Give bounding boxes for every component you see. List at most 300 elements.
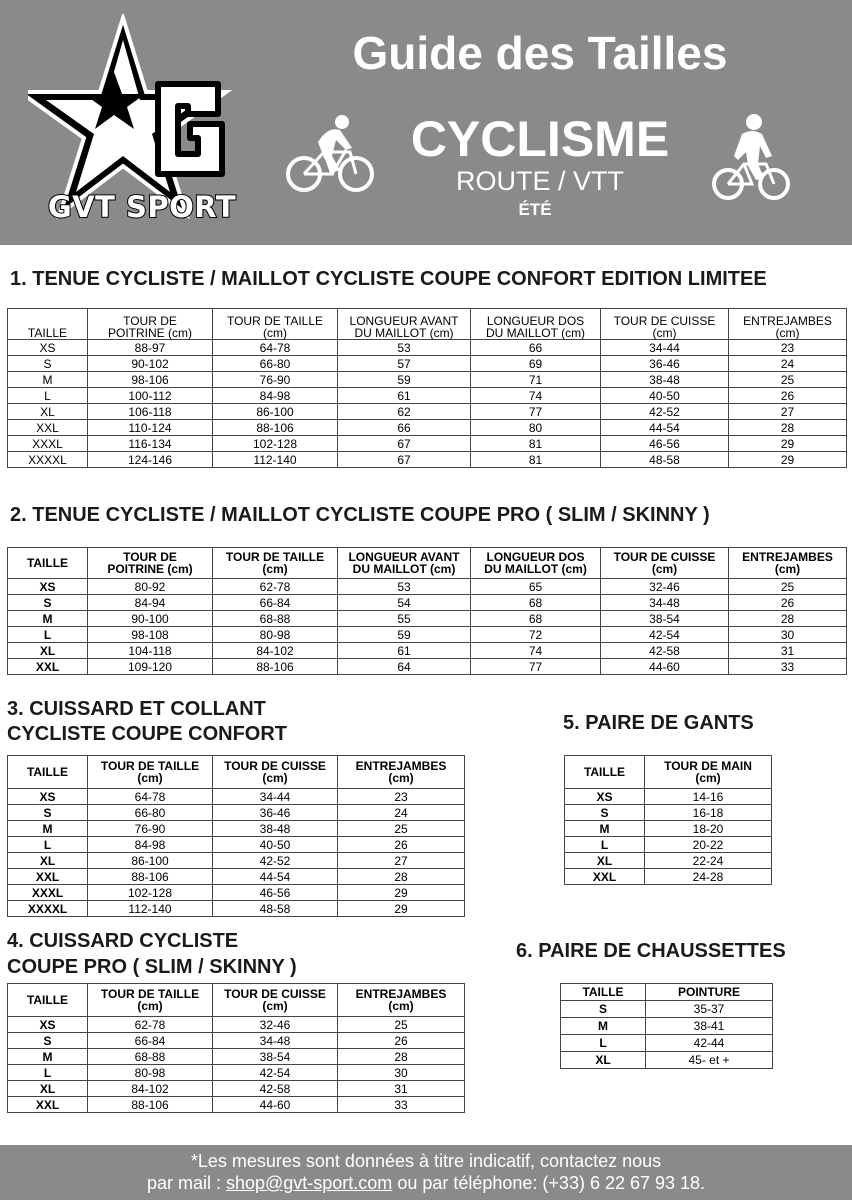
size-cell: S [8,805,88,821]
size-cell: S [561,1001,646,1018]
measure-cell: 59 [338,627,471,643]
column-header-text: (cm) [137,999,163,1013]
measure-cell: 23 [338,789,465,805]
size-cell: L [565,837,645,853]
column-header-text: LONGUEUR AVANT [348,550,460,564]
measure-cell: 45- et + [646,1052,773,1069]
size-cell: S [565,805,645,821]
measure-cell: 61 [338,643,471,659]
measure-cell: 42-52 [601,404,729,420]
measure-cell: 28 [338,869,465,885]
measure-cell: 81 [471,452,601,468]
header-banner [0,0,852,245]
size-cell: XS [565,789,645,805]
measure-cell: 29 [729,436,847,452]
measure-cell: 74 [471,643,601,659]
column-header-text: (cm) [262,562,288,576]
column-header-text: ENTREJAMBES [355,759,447,773]
table-row [8,372,847,388]
measure-cell: 18-20 [645,821,772,837]
measure-cell: 54 [338,595,471,611]
column-header [338,548,471,579]
column-header-text: (cm) [651,562,678,576]
measure-cell: 31 [729,643,847,659]
table-header-row [8,984,465,1017]
measure-cell: 59 [338,372,471,388]
table-row [8,611,847,627]
table-row [8,885,465,901]
table-row [8,436,847,452]
column-header-text: TOUR DE TAILLE [226,314,324,328]
size-table-2 [7,547,847,675]
measure-cell: 55 [338,611,471,627]
footer-contact-prefix: par mail : [146,1173,226,1193]
measure-cell: 38-48 [213,821,338,837]
column-header [471,309,601,340]
column-header-text: TOUR DE TAILLE [100,759,200,773]
column-header [88,984,213,1017]
measure-cell: 76-90 [213,372,338,388]
column-header [338,756,465,789]
measure-cell: 88-106 [213,420,338,436]
measure-cell: 53 [338,340,471,356]
column-header-text: POINTURE [677,985,740,999]
measure-cell: 88-106 [88,1097,213,1113]
sport-title: CYCLISME [410,111,670,167]
measure-cell: 26 [729,388,847,404]
column-header-text: (cm) [262,771,288,785]
sport-category: ROUTE / VTT [456,166,624,196]
measure-cell: 84-102 [213,643,338,659]
footer-banner [0,1145,852,1200]
table-row [8,1017,465,1033]
measure-cell: 36-46 [601,356,729,372]
table-row [561,1001,773,1018]
measure-cell: 68 [471,611,601,627]
measure-cell: 48-58 [601,452,729,468]
size-cell: L [8,388,88,404]
measure-cell: 61 [338,388,471,404]
measure-cell: 98-108 [88,627,213,643]
size-cell: XL [561,1052,646,1069]
measure-cell: 23 [729,340,847,356]
table-header-row [561,984,773,1001]
measure-cell: 80 [471,420,601,436]
column-header [213,548,338,579]
measure-cell: 110-124 [88,420,213,436]
column-header [88,756,213,789]
measure-cell: 26 [729,595,847,611]
size-cell: L [8,627,88,643]
column-header-text: TOUR DE [123,314,177,328]
table-row [8,404,847,420]
size-table-6 [560,983,773,1069]
table-row [8,1097,465,1113]
column-header [561,984,646,1001]
size-cell: XL [8,404,88,420]
measure-cell: 32-46 [213,1017,338,1033]
measure-cell: 44-54 [213,869,338,885]
measure-cell: 64-78 [88,789,213,805]
measure-cell: 31 [338,1081,465,1097]
table-row [8,853,465,869]
section-5-title: 5. PAIRE DE GANTS [563,712,754,734]
measure-cell: 30 [729,627,847,643]
size-cell: L [561,1035,646,1052]
measure-cell: 24 [729,356,847,372]
measure-cell: 84-102 [88,1081,213,1097]
measure-cell: 25 [729,372,847,388]
measure-cell: 69 [471,356,601,372]
measure-cell: 38-54 [601,611,729,627]
column-header-text: (cm) [263,326,287,340]
table-header-row [8,309,847,340]
section-4-title-line1: 4. CUISSARD CYCLISTE [7,930,239,952]
column-header [601,309,729,340]
size-cell: XL [8,853,88,869]
column-header-text: (cm) [137,771,163,785]
measure-cell: 42-58 [213,1081,338,1097]
measure-cell: 53 [338,579,471,595]
column-header [729,309,847,340]
size-cell: M [561,1018,646,1035]
measure-cell: 80-98 [88,1065,213,1081]
measure-cell: 24-28 [645,869,772,885]
measure-cell: 48-58 [213,901,338,917]
column-header-text: (cm) [695,771,721,785]
column-header-text: TOUR DE [123,550,177,564]
table-row [8,901,465,917]
measure-cell: 84-98 [213,388,338,404]
column-header-text: TAILLE [583,765,626,779]
table-row [8,837,465,853]
column-header-text: ENTREJAMBES [742,550,833,564]
measure-cell: 106-118 [88,404,213,420]
measure-cell: 27 [338,853,465,869]
column-header [471,548,601,579]
size-table-4 [7,983,465,1113]
size-table-1 [7,308,847,468]
column-header-text: (cm) [262,999,288,1013]
measure-cell: 33 [338,1097,465,1113]
column-header-text: TOUR DE MAIN [664,759,752,773]
measure-cell: 84-94 [88,595,213,611]
column-header [88,548,213,579]
size-cell: M [8,821,88,837]
table-header-row [565,756,772,789]
size-cell: XXL [565,869,645,885]
size-cell: XS [8,1017,88,1033]
column-header [565,756,645,789]
column-header [646,984,773,1001]
column-header-text: LONGUEUR DOS [486,550,585,564]
size-cell: M [8,1049,88,1065]
page-title: Guide des Tailles [352,27,728,79]
measure-cell: 57 [338,356,471,372]
measure-cell: 67 [338,452,471,468]
measure-cell: 38-48 [601,372,729,388]
measure-cell: 71 [471,372,601,388]
measure-cell: 68 [471,595,601,611]
column-header-text: TOUR DE CUISSE [613,314,716,328]
measure-cell: 81 [471,436,601,452]
section-3-title-line1: 3. CUISSARD ET COLLANT [7,698,266,720]
table-row [8,1065,465,1081]
measure-cell: 32-46 [601,579,729,595]
measure-cell: 44-60 [601,659,729,675]
table-row [8,356,847,372]
table-row [8,643,847,659]
table-row [565,789,772,805]
measure-cell: 100-112 [88,388,213,404]
measure-cell: 90-102 [88,356,213,372]
size-cell: XXXXL [8,452,88,468]
column-header [8,309,88,340]
measure-cell: 42-54 [601,627,729,643]
measure-cell: 102-128 [88,885,213,901]
column-header [8,756,88,789]
table-row [8,388,847,404]
measure-cell: 68-88 [213,611,338,627]
column-header [213,984,338,1017]
size-cell: XL [8,643,88,659]
measure-cell: 104-118 [88,643,213,659]
footer-contact [0,1173,852,1194]
measure-cell: 88-106 [88,869,213,885]
size-cell: XXXL [8,885,88,901]
measure-cell: 28 [729,420,847,436]
measure-cell: 109-120 [88,659,213,675]
column-header-text: TOUR DE CUISSE [224,987,326,1001]
column-header-text: POITRINE (cm) [108,326,192,340]
measure-cell: 34-44 [601,340,729,356]
column-header-text: DU MAILLOT (cm) [352,562,456,576]
size-cell: XXL [8,869,88,885]
measure-cell: 29 [729,452,847,468]
measure-cell: 88-97 [88,340,213,356]
section-6-title: 6. PAIRE DE CHAUSSETTES [516,940,786,962]
table-row [561,1052,773,1069]
measure-cell: 14-16 [645,789,772,805]
column-header-text: TAILLE [582,985,624,999]
brand-name: GVT SPORT [47,190,237,224]
measure-cell: 66-84 [88,1033,213,1049]
measure-cell: 20-22 [645,837,772,853]
column-header-text: LONGUEUR DOS [486,314,585,328]
measure-cell: 86-100 [88,853,213,869]
measure-cell: 62-78 [213,579,338,595]
column-header [601,548,729,579]
measure-cell: 35-37 [646,1001,773,1018]
measure-cell: 28 [729,611,847,627]
measure-cell: 26 [338,1033,465,1049]
measure-cell: 29 [338,885,465,901]
measure-cell: 116-134 [88,436,213,452]
size-cell: XXL [8,420,88,436]
table-row [8,1033,465,1049]
measure-cell: 88-106 [213,659,338,675]
table-row [561,1035,773,1052]
size-cell: XL [8,1081,88,1097]
column-header [213,309,338,340]
column-header [8,984,88,1017]
size-cell: L [8,1065,88,1081]
column-header-text: TOUR DE CUISSE [224,759,326,773]
table-row [565,869,772,885]
measure-cell: 90-100 [88,611,213,627]
size-table-5 [564,755,772,885]
table-row [8,659,847,675]
measure-cell: 34-48 [213,1033,338,1049]
column-header-text: TAILLE [26,556,69,570]
column-header-text: LONGUEUR AVANT [349,314,459,328]
table-row [565,821,772,837]
measure-cell: 28 [338,1049,465,1065]
size-cell: XXXL [8,436,88,452]
measure-cell: 102-128 [213,436,338,452]
table-row [8,340,847,356]
measure-cell: 44-60 [213,1097,338,1113]
measure-cell: 38-41 [646,1018,773,1035]
measure-cell: 26 [338,837,465,853]
measure-cell: 42-52 [213,853,338,869]
table-row [8,420,847,436]
measure-cell: 66-80 [213,356,338,372]
measure-cell: 33 [729,659,847,675]
measure-cell: 27 [729,404,847,420]
size-table-3 [7,755,465,917]
table-row [8,579,847,595]
measure-cell: 44-54 [601,420,729,436]
table-header-row [8,548,847,579]
measure-cell: 98-106 [88,372,213,388]
size-cell: XXXXL [8,901,88,917]
measure-cell: 112-140 [213,452,338,468]
column-header-text: TAILLE [27,326,68,340]
column-header-text: DU MAILLOT (cm) [484,562,587,576]
mtb-cyclist-icon [712,112,790,202]
column-header-text: TAILLE [26,765,69,779]
measure-cell: 80-92 [88,579,213,595]
measure-cell: 77 [471,404,601,420]
measure-cell: 72 [471,627,601,643]
size-cell: S [8,595,88,611]
measure-cell: 34-44 [213,789,338,805]
column-header [8,548,88,579]
table-row [8,869,465,885]
measure-cell: 66-80 [88,805,213,821]
column-header-text: (cm) [774,562,801,576]
footer-disclaimer: *Les mesures sont données à titre indicatif, contactez nous [190,1151,662,1171]
measure-cell: 84-98 [88,837,213,853]
table-row [8,627,847,643]
measure-cell: 25 [338,821,465,837]
size-cell: XS [8,340,88,356]
measure-cell: 64-78 [213,340,338,356]
measure-cell: 62-78 [88,1017,213,1033]
size-cell: XXL [8,659,88,675]
size-cell: M [8,611,88,627]
size-cell: XS [8,789,88,805]
measure-cell: 46-56 [213,885,338,901]
table-row [8,1049,465,1065]
table-row [8,1081,465,1097]
measure-cell: 38-54 [213,1049,338,1065]
size-cell: S [8,356,88,372]
measure-cell: 46-56 [601,436,729,452]
measure-cell: 64 [338,659,471,675]
size-cell: XS [8,579,88,595]
table-row [8,821,465,837]
measure-cell: 77 [471,659,601,675]
column-header-text: (cm) [388,771,414,785]
column-header [729,548,847,579]
measure-cell: 66-84 [213,595,338,611]
footer-contact-suffix: ou par téléphone: (+33) 6 22 67 93 18. [392,1173,706,1193]
measure-cell: 86-100 [213,404,338,420]
column-header-text: ENTREJAMBES [355,987,447,1001]
measure-cell: 40-50 [601,388,729,404]
measure-cell: 42-54 [213,1065,338,1081]
column-header [645,756,772,789]
size-cell: S [8,1033,88,1049]
measure-cell: 65 [471,579,601,595]
measure-cell: 42-44 [646,1035,773,1052]
measure-cell: 29 [338,901,465,917]
measure-cell: 80-98 [213,627,338,643]
column-header-text: ENTREJAMBES (cm) [743,314,832,340]
measure-cell: 67 [338,436,471,452]
measure-cell: 68-88 [88,1049,213,1065]
size-cell: L [8,837,88,853]
column-header-text: TOUR DE TAILLE [225,550,325,564]
measure-cell: 24 [338,805,465,821]
measure-cell: 16-18 [645,805,772,821]
column-header-text: POITRINE (cm) [107,562,193,576]
measure-cell: 62 [338,404,471,420]
measure-cell: 30 [338,1065,465,1081]
size-cell: M [565,821,645,837]
column-header [213,756,338,789]
size-cell: XL [565,853,645,869]
measure-cell: 42-58 [601,643,729,659]
section-3-title-line2: CYCLISTE COUPE CONFORT [7,723,288,745]
email-link[interactable]: shop@gvt-sport.com [225,1173,393,1193]
measure-cell: 124-146 [88,452,213,468]
section-1-title: 1. TENUE CYCLISTE / MAILLOT CYCLISTE COUPE CONFORT EDITION LIMITEE [10,268,767,290]
table-row [8,805,465,821]
table-header-row [8,756,465,789]
table-row [565,853,772,869]
table-row [561,1018,773,1035]
column-header-text: (cm) [652,326,677,340]
measure-cell: 40-50 [213,837,338,853]
table-row [565,837,772,853]
section-2-title: 2. TENUE CYCLISTE / MAILLOT CYCLISTE COUPE PRO ( SLIM / SKINNY ) [10,504,710,526]
table-row [8,595,847,611]
measure-cell: 66 [471,340,601,356]
measure-cell: 76-90 [88,821,213,837]
measure-cell: 112-140 [88,901,213,917]
column-header-text: TOUR DE CUISSE [613,550,716,564]
table-row [8,452,847,468]
column-header [338,984,465,1017]
column-header-text: DU MAILLOT (cm) [485,326,586,340]
section-4-title-line2: COUPE PRO ( SLIM / SKINNY ) [7,956,297,978]
measure-cell: 74 [471,388,601,404]
size-cell: M [8,372,88,388]
size-cell: XXL [8,1097,88,1113]
